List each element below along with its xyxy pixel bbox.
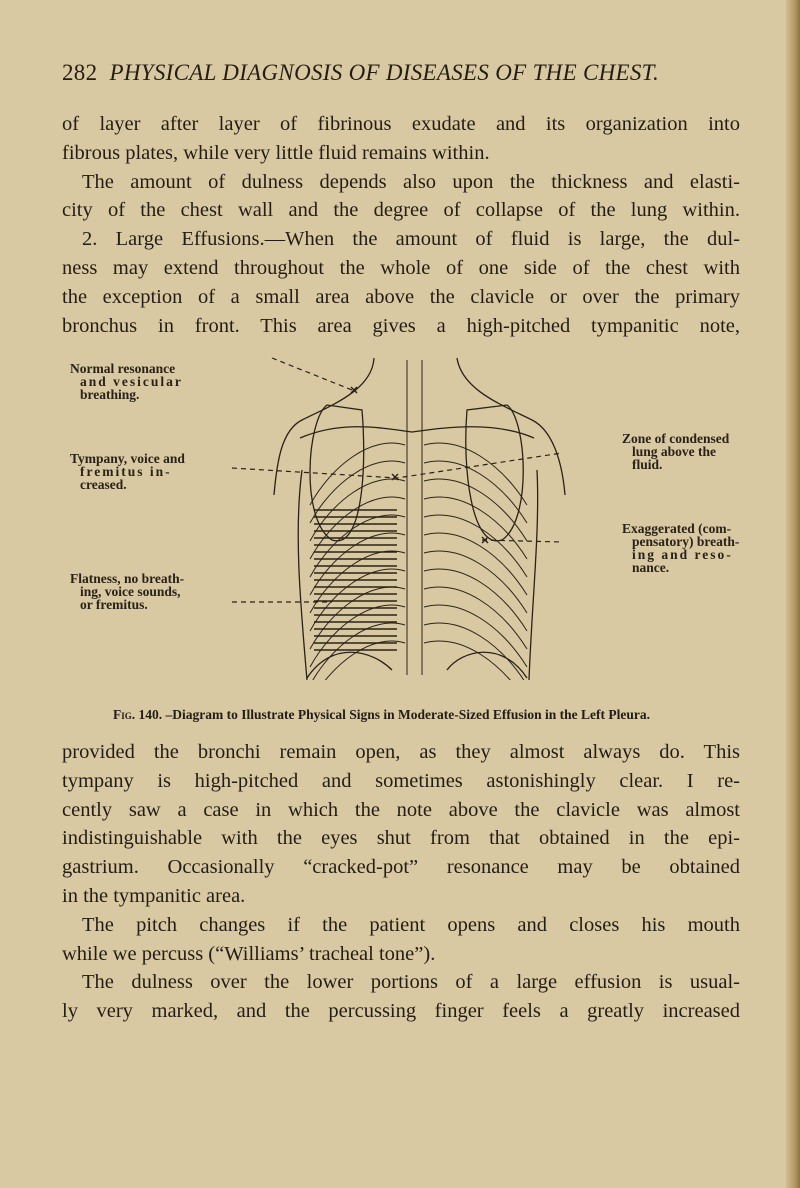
- text-line: tympany is high-pitched and sometimes astonishingly clear. I re-: [62, 769, 740, 792]
- text-line: while we percuss (“Williams’ tracheal tone”).: [62, 942, 436, 965]
- running-header: [62, 60, 659, 86]
- label-line: breathing.: [80, 387, 140, 402]
- rib-line: [424, 569, 527, 631]
- label-line: pensatory) breath-: [632, 534, 740, 549]
- rib-line: [424, 479, 527, 541]
- text-line: city of the chest wall and the degree of collapse of the lung within.: [62, 199, 740, 222]
- rib-line: [424, 443, 527, 505]
- label-line: Tympany, voice and: [70, 451, 185, 466]
- label-line: Flatness, no breath-: [70, 571, 185, 586]
- label-line: lung above the: [632, 444, 717, 459]
- rib-line: [310, 497, 405, 559]
- label-line: fremitus in-: [80, 464, 172, 479]
- label-line: creased.: [80, 477, 127, 492]
- rib-line: [310, 587, 405, 649]
- text-line: ly very marked, and the percussing finger feels a greatly increased: [62, 1000, 740, 1023]
- text-line: the exception of a small area above the clavicle or over the primary: [62, 285, 740, 308]
- label-tympany: [70, 452, 220, 491]
- rib-line: [424, 551, 527, 613]
- text-line: fibrous plates, while very little fluid remains within.: [62, 141, 490, 164]
- rib-line: [424, 605, 527, 667]
- label-exaggerated: [622, 522, 757, 574]
- label-line: Exaggerated (com-: [622, 521, 732, 536]
- text-line: gastrium. Occasionally “cracked-pot” resonance may be obtained: [62, 856, 740, 879]
- label-line: nance.: [632, 560, 670, 575]
- text-line: of layer after layer of fibrinous exudate and its organization into: [62, 113, 740, 135]
- rib-line: [424, 587, 527, 649]
- text-line: The amount of dulness depends also upon the thickness and elasti-: [82, 170, 740, 193]
- paragraph-2: [62, 738, 740, 1026]
- figure-number: Fig. 140.: [113, 707, 163, 722]
- figure-caption: [113, 707, 650, 723]
- page-edge: [786, 0, 800, 1188]
- caption-text: –Diagram to Illustrate Physical Signs in Moderate-Sized Effusion in the Left Pleura.: [165, 707, 650, 722]
- label-flatness: [70, 572, 220, 611]
- label-line: ing and reso-: [632, 547, 733, 562]
- text-line: The dulness over the lower portions of a large effusion is usual-: [82, 971, 740, 994]
- running-title: PHYSICAL DIAGNOSIS OF DISEASES OF THE CHEST.: [109, 60, 660, 85]
- rib-line: [310, 533, 405, 595]
- text-line: indistinguishable with the eyes shut from that obtained in the epi-: [62, 827, 740, 850]
- label-line: and vesicular: [80, 374, 183, 389]
- rib-line: [424, 515, 527, 577]
- label-line: ing, voice sounds,: [80, 584, 181, 599]
- label-line: or fremitus.: [80, 597, 148, 612]
- label-condensed-zone: [622, 432, 757, 471]
- rib-line: [424, 461, 527, 523]
- text-line: The pitch changes if the patient opens and closes his mouth: [82, 913, 740, 936]
- text-line: in the tympanitic area.: [62, 884, 246, 907]
- text-line: cently saw a case in which the note above the clavicle was almost: [62, 798, 740, 821]
- label-line: fluid.: [632, 457, 663, 472]
- text-line: provided the bronchi remain open, as they almost always do. This: [62, 741, 740, 763]
- text-line: bronchus in front. This area gives a high-pitched tympanitic note,: [62, 314, 740, 337]
- text-line: 2. Large Effusions.—When the amount of fluid is large, the dul-: [82, 228, 740, 251]
- paragraph-1: [62, 110, 740, 340]
- figure-chest-diagram: [62, 350, 752, 680]
- rib-line: [424, 533, 527, 595]
- label-line: Normal resonance: [70, 361, 176, 376]
- label-line: Zone of condensed: [622, 431, 730, 446]
- label-normal-resonance: [70, 362, 220, 401]
- page-number: 282: [62, 60, 98, 85]
- rib-line: [310, 551, 405, 613]
- text-line: ness may extend throughout the whole of one side of the chest with: [62, 256, 740, 279]
